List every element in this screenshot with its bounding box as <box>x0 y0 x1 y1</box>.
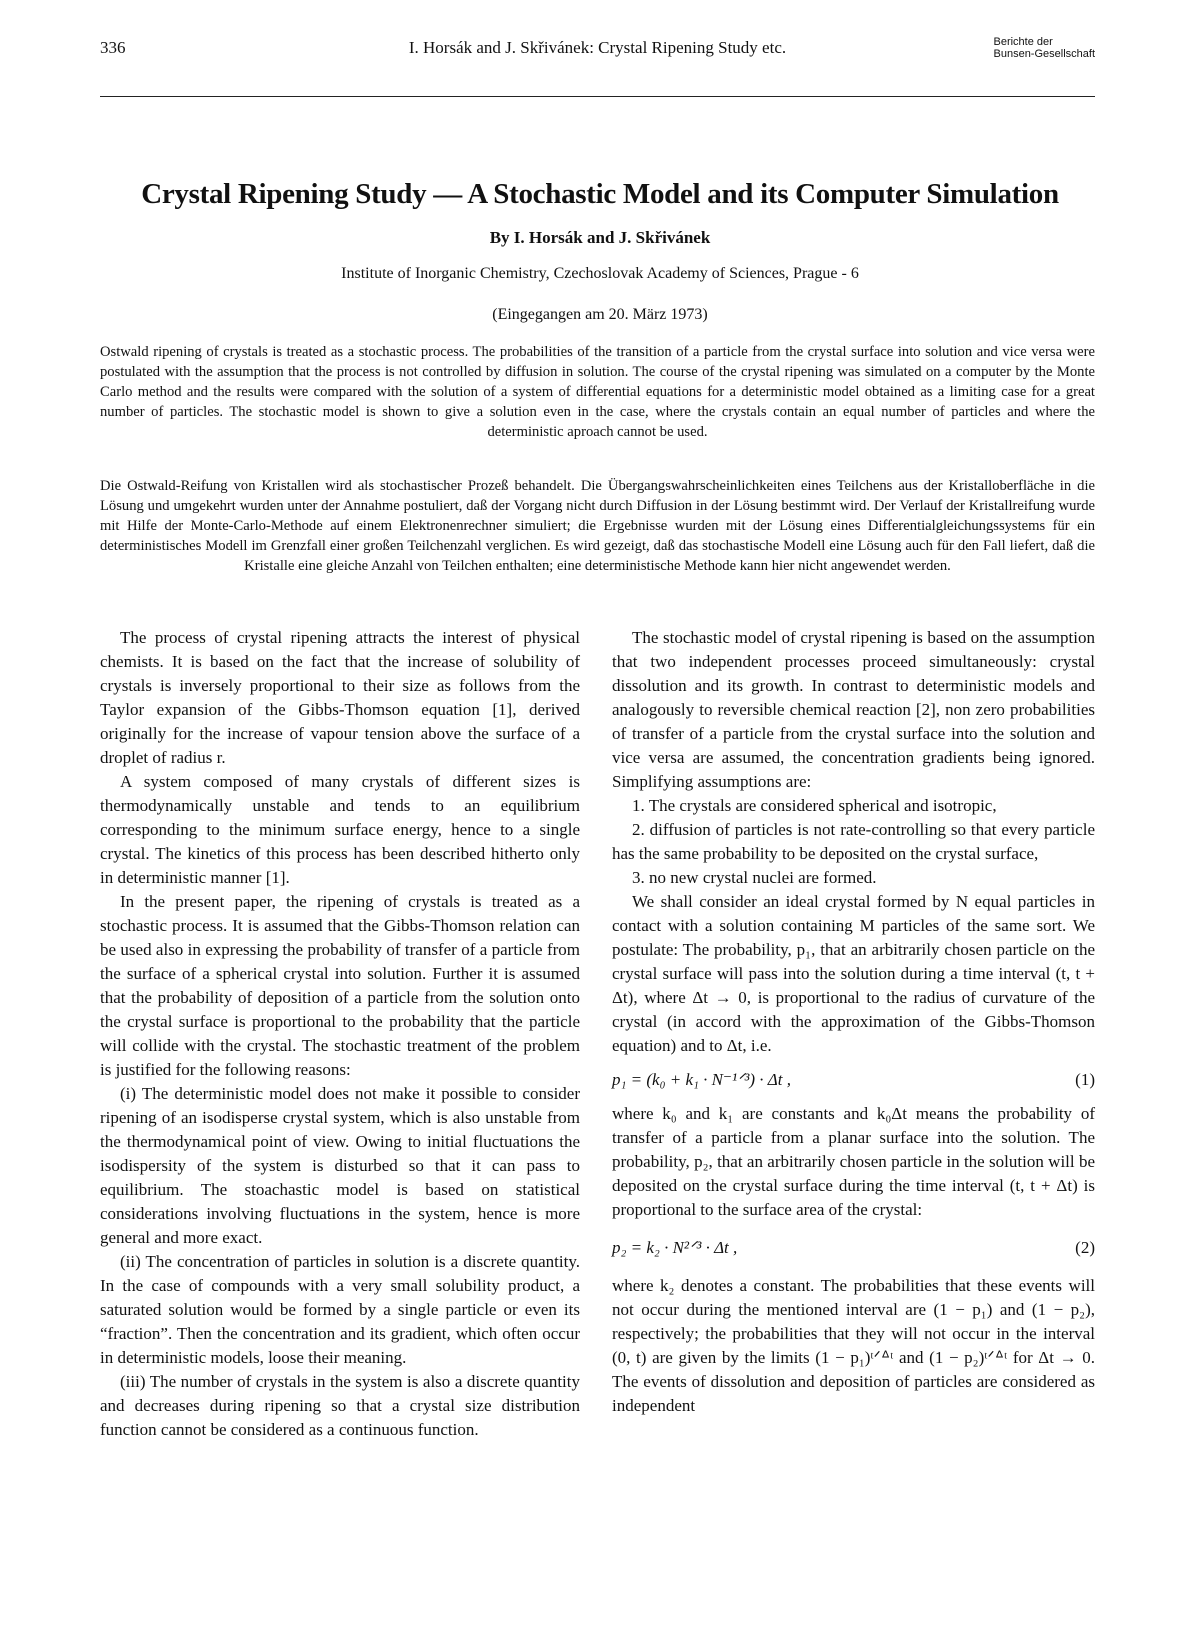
equation-1 <box>612 1068 1095 1092</box>
journal-line-1: Berichte der <box>993 36 1053 48</box>
equation-2 <box>612 1236 1095 1260</box>
received-date: (Eingegangen am 20. März 1973) <box>492 306 708 323</box>
page-header <box>100 36 1095 92</box>
paragraph: (ii) The concentration of particles in solution is a discrete quantity. In the case of compounds with a very small solubility product, a saturated solution would be formed by a single particle or even its “fraction”. Then the concentration and its gradient, which often occur in deterministic models, loose their meaning. <box>100 1252 580 1367</box>
assumption-item: 2. diffusion of particles is not rate-controlling so that every particle has the same probability to be deposited on the crystal surface, <box>612 820 1095 863</box>
paragraph: where k₀ and k₁ are constants and k₀Δt means the probability of transfer of a particle from a planar surface into the solution. The probability, p₂, that an arbitrarily chosen particle in the solution will be deposited on the crystal surface during the time interval (t, t + Δt) is proportional to the surface area of the crystal: <box>612 1104 1095 1219</box>
equation-2-body: p₂ = k₂ · N²ᐟ³ · Δt , <box>612 1238 738 1257</box>
equation-1-number: (1) <box>1075 1070 1095 1089</box>
running-title: I. Horsák and J. Skřivánek: Crystal Ripening Study etc. <box>408 38 787 57</box>
assumption-item: 3. no new crystal nuclei are formed. <box>632 868 877 887</box>
paragraph: (i) The deterministic model does not make it possible to consider ripening of an isodisperse crystal system, which is also unstable from the thermodynamical point of view. Owing to initial fluctuations the isodispersity of the system is disturbed so that it can pass to equilibrium. The stoachastic model is based on statistical considerations involving fluctuations in the system, hence is more general and more exact. <box>100 1084 580 1247</box>
paragraph: (iii) The number of crystals in the system is also a discrete quantity and decreases during ripening so that a crystal size distribution function cannot be considered as a continuous function. <box>100 1372 580 1439</box>
page-number: 336 <box>100 38 126 57</box>
article-authors: By I. Horsák and J. Skřivánek <box>489 228 711 247</box>
abstract-german: Die Ostwald-Reifung von Kristallen wird als stochastischer Prozeß behandelt. Die Übergangswahrscheinlichkeiten eines Teilchens aus der Kristalloberfläche in die Lösung und umgekehrt wurden unter der Annahme postuliert, daß der Vorgang nicht durch Diffusion in der Lösung bestimmt wird. Der Verlauf der Kristallreifung wurde mit Hilfe der Monte-Carlo-Methode auf einem Elektronenrechner simuliert; die Ergebnisse wurden mit der Lösung eines Differentialgleichungssystems für ein deterministisches Modell im Grenzfall einer großen Teilchenzahl verglichen. Es wird gezeigt, daß das stochastische Modell eine Lösung auch für den Fall liefert, daß die Kristalle eine gleiche Anzahl von Teilchen enthalten; eine deterministische Methode kann hier nicht angewendet werden. <box>100 478 1095 574</box>
paragraph: We shall consider an ideal crystal formed by N equal particles in contact with a solution containing M particles of the same sort. We postulate: The probability, p₁, that an arbitrarily chosen particle on the crystal surface will pass into the solution during a time interval (t, t + Δt), where Δt → 0, is proportional to the radius of curvature of the crystal (in accord with the approximation of the Gibbs-Thomson equation) and to Δt, i.e. <box>612 892 1095 1055</box>
left-column <box>100 626 580 1442</box>
equation-1-body: p₁ = (k₀ + k₁ · N⁻¹ᐟ³) · Δt , <box>612 1070 791 1089</box>
header-rule <box>100 96 1095 97</box>
journal-name <box>994 36 1096 60</box>
right-column <box>612 626 1095 1418</box>
paragraph: where k₂ denotes a constant. The probabilities that these events will not occur during the mentioned interval are (1 − p₁) and (1 − p₂), respectively; the probabilities that they will not occur in the interval (0, t) are given by the limits (1 − p₁)ᵗᐟᐞᵗ and (1 − p₂)ᵗᐟᐞᵗ for Δt → 0. The events of dissolution and deposition of particles are considered as independent <box>612 1276 1095 1415</box>
equation-2-number: (2) <box>1075 1238 1095 1257</box>
abstract-english: Ostwald ripening of crystals is treated as a stochastic process. The probabilities of the transition of a particle from the crystal surface into solution and vice versa were postulated with the assumption that the process is not controlled by diffusion in solution. The course of the crystal ripening was simulated on a computer by the Monte Carlo method and the results were compared with the solution of a system of differential equations for a deterministic model obtained as a limiting case for a great number of particles. The stochastic model is shown to give a solution even in the case, where the crystals contain an equal number of particles and where the deterministic aproach cannot be used. <box>100 344 1095 440</box>
journal-line-2: Bunsen-Gesellschaft <box>993 48 1095 60</box>
paragraph: The stochastic model of crystal ripening is based on the assumption that two independent processes proceed simultaneously: crystal dissolution and its growth. In contrast to deterministic models and analogously to reversible chemical reaction [2], non zero probabilities of transfer of a particle from the crystal surface into the solution and vice versa are assumed, the concentration gradients being ignored. Simplifying assumptions are: <box>612 628 1095 791</box>
paragraph: In the present paper, the ripening of crystals is treated as a stochastic process. It is assumed that the Gibbs-Thomson relation can be used also in expressing the probability of transfer of a particle from the surface of a spherical crystal into solution. Further it is assumed that the probability of deposition of a particle from the solution onto the crystal surface is proportional to the probability that the particle will collide with the crystal. The stochastic treatment of the problem is justified for the following reasons: <box>100 892 580 1079</box>
article-title: Crystal Ripening Study — A Stochastic Model and its Computer Simulation <box>141 178 1059 210</box>
paragraph: The process of crystal ripening attracts the interest of physical chemists. It is based on the fact that the increase of solubility of crystals is inversely proportional to their size as follows from the Taylor expansion of the Gibbs-Thomson equation [1], derived originally for the increase of vapour tension above the surface of a droplet of radius r. <box>100 628 580 767</box>
paragraph: A system composed of many crystals of different sizes is thermodynamically unstable and tends to an equilibrium corresponding to the minimum surface energy, hence to a single crystal. The kinetics of this process has been described hitherto only in deterministic manner [1]. <box>100 772 580 887</box>
author-affiliation: Institute of Inorganic Chemistry, Czechoslovak Academy of Sciences, Prague - 6 <box>341 265 859 282</box>
assumption-item: 1. The crystals are considered spherical and isotropic, <box>632 796 997 815</box>
